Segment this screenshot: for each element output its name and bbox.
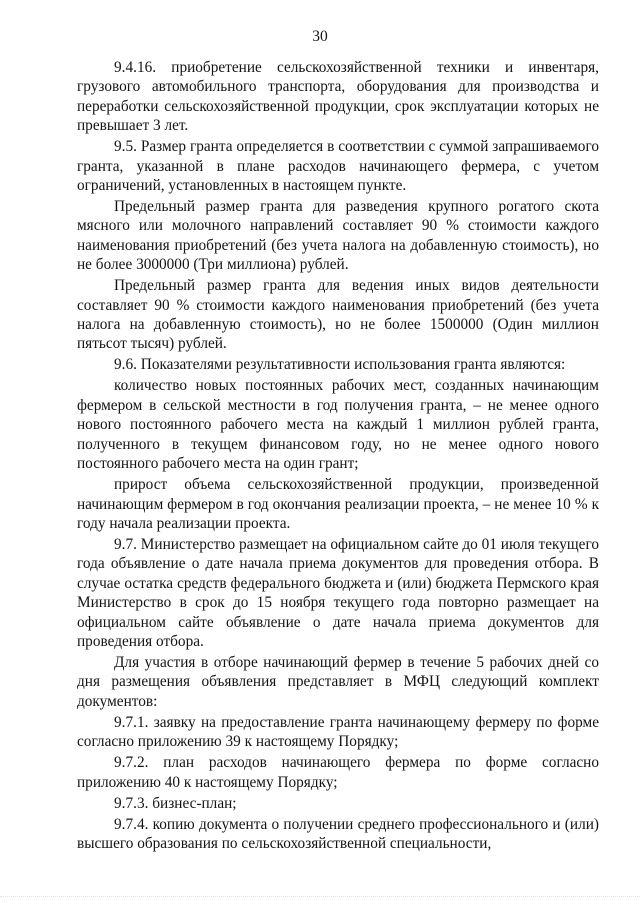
paragraph-9-7-3: 9.7.3. бизнес-план;	[114, 794, 237, 812]
paragraph-documents-intro: Для участия в отборе начинающий фермер в течение 5 рабочих дней со дня размещения объявления представляет в МФЦ следующий комплект документов:	[77, 653, 599, 710]
paragraph-indicator-jobs: количество новых постоянных рабочих мест, созданных начинающим фермером в сельской местности в год получения гранта, – не менее одного нового постоянного рабочего места на каждый 1 миллион рублей гранта, полученного в текущем финансовом году, но не менее одного нового постоянного рабочего места на один грант;	[77, 377, 599, 473]
paragraph-limit-cattle: Предельный размер гранта для разведения крупного рогатого скота мясного или молочного направлений составляет 90 % стоимости каждого наименования приобретений (без учета налога на добавленную стоимость), но не более 3000000 (Три миллиона) рублей.	[77, 198, 599, 274]
scan-bottom-edge	[0, 896, 640, 898]
paragraph-limit-other: Предельный размер гранта для ведения иных видов деятельности составляет 90 % стоимости каждого наименования приобретений (без учета налога на добавленную стоимость), но не более 1500000 (Один миллион пятьсот тысяч) рублей.	[77, 277, 599, 353]
paragraph-9-7-4: 9.7.4. копию документа о получении среднего профессионального и (или) высшего образования по сельскохозяйственной специальности,	[77, 815, 599, 852]
paragraph-9-5: 9.5. Размер гранта определяется в соответствии с суммой запрашиваемого гранта, указанной в плане расходов начинающего фермера, с учетом ограничений, установленных в настоящем пункте.	[77, 138, 599, 195]
paragraph-9-7-2: 9.7.2. план расходов начинающего фермера по форме согласно приложению 40 к настоящему Порядку;	[77, 754, 599, 791]
page-number: 30	[312, 28, 328, 45]
paragraph-9-4-16: 9.4.16. приобретение сельскохозяйственной техники и инвентаря, грузового автомобильного транспорта, оборудования для производства и переработки сельскохозяйственной продукции, срок эксплуатации которых не превышает 3 лет.	[77, 59, 599, 135]
paragraph-9-7-1: 9.7.1. заявку на предоставление гранта начинающему фермеру по форме согласно приложению 39 к настоящему Порядку;	[77, 713, 599, 751]
paragraph-9-6: 9.6. Показателями результативности использования гранта являются:	[114, 356, 566, 374]
document-body	[77, 58, 599, 854]
paragraph-9-7: 9.7. Министерство размещает на официальном сайте до 01 июля текущего года объявление о дате начала приема документов для проведения отбора. В случае остатка средств федерального бюджета и (или) бюджета Пермского края Министерство в срок до 15 ноября текущего года повторно размещает на официальном сайте объявление о дате начала приема документов для проведения отбора.	[77, 535, 599, 650]
paragraph-indicator-production: прирост объема сельскохозяйственной продукции, произведенной начинающим фермером в год окончания реализации проекта, – не менее 10 % к году начала реализации проекта.	[77, 476, 599, 532]
